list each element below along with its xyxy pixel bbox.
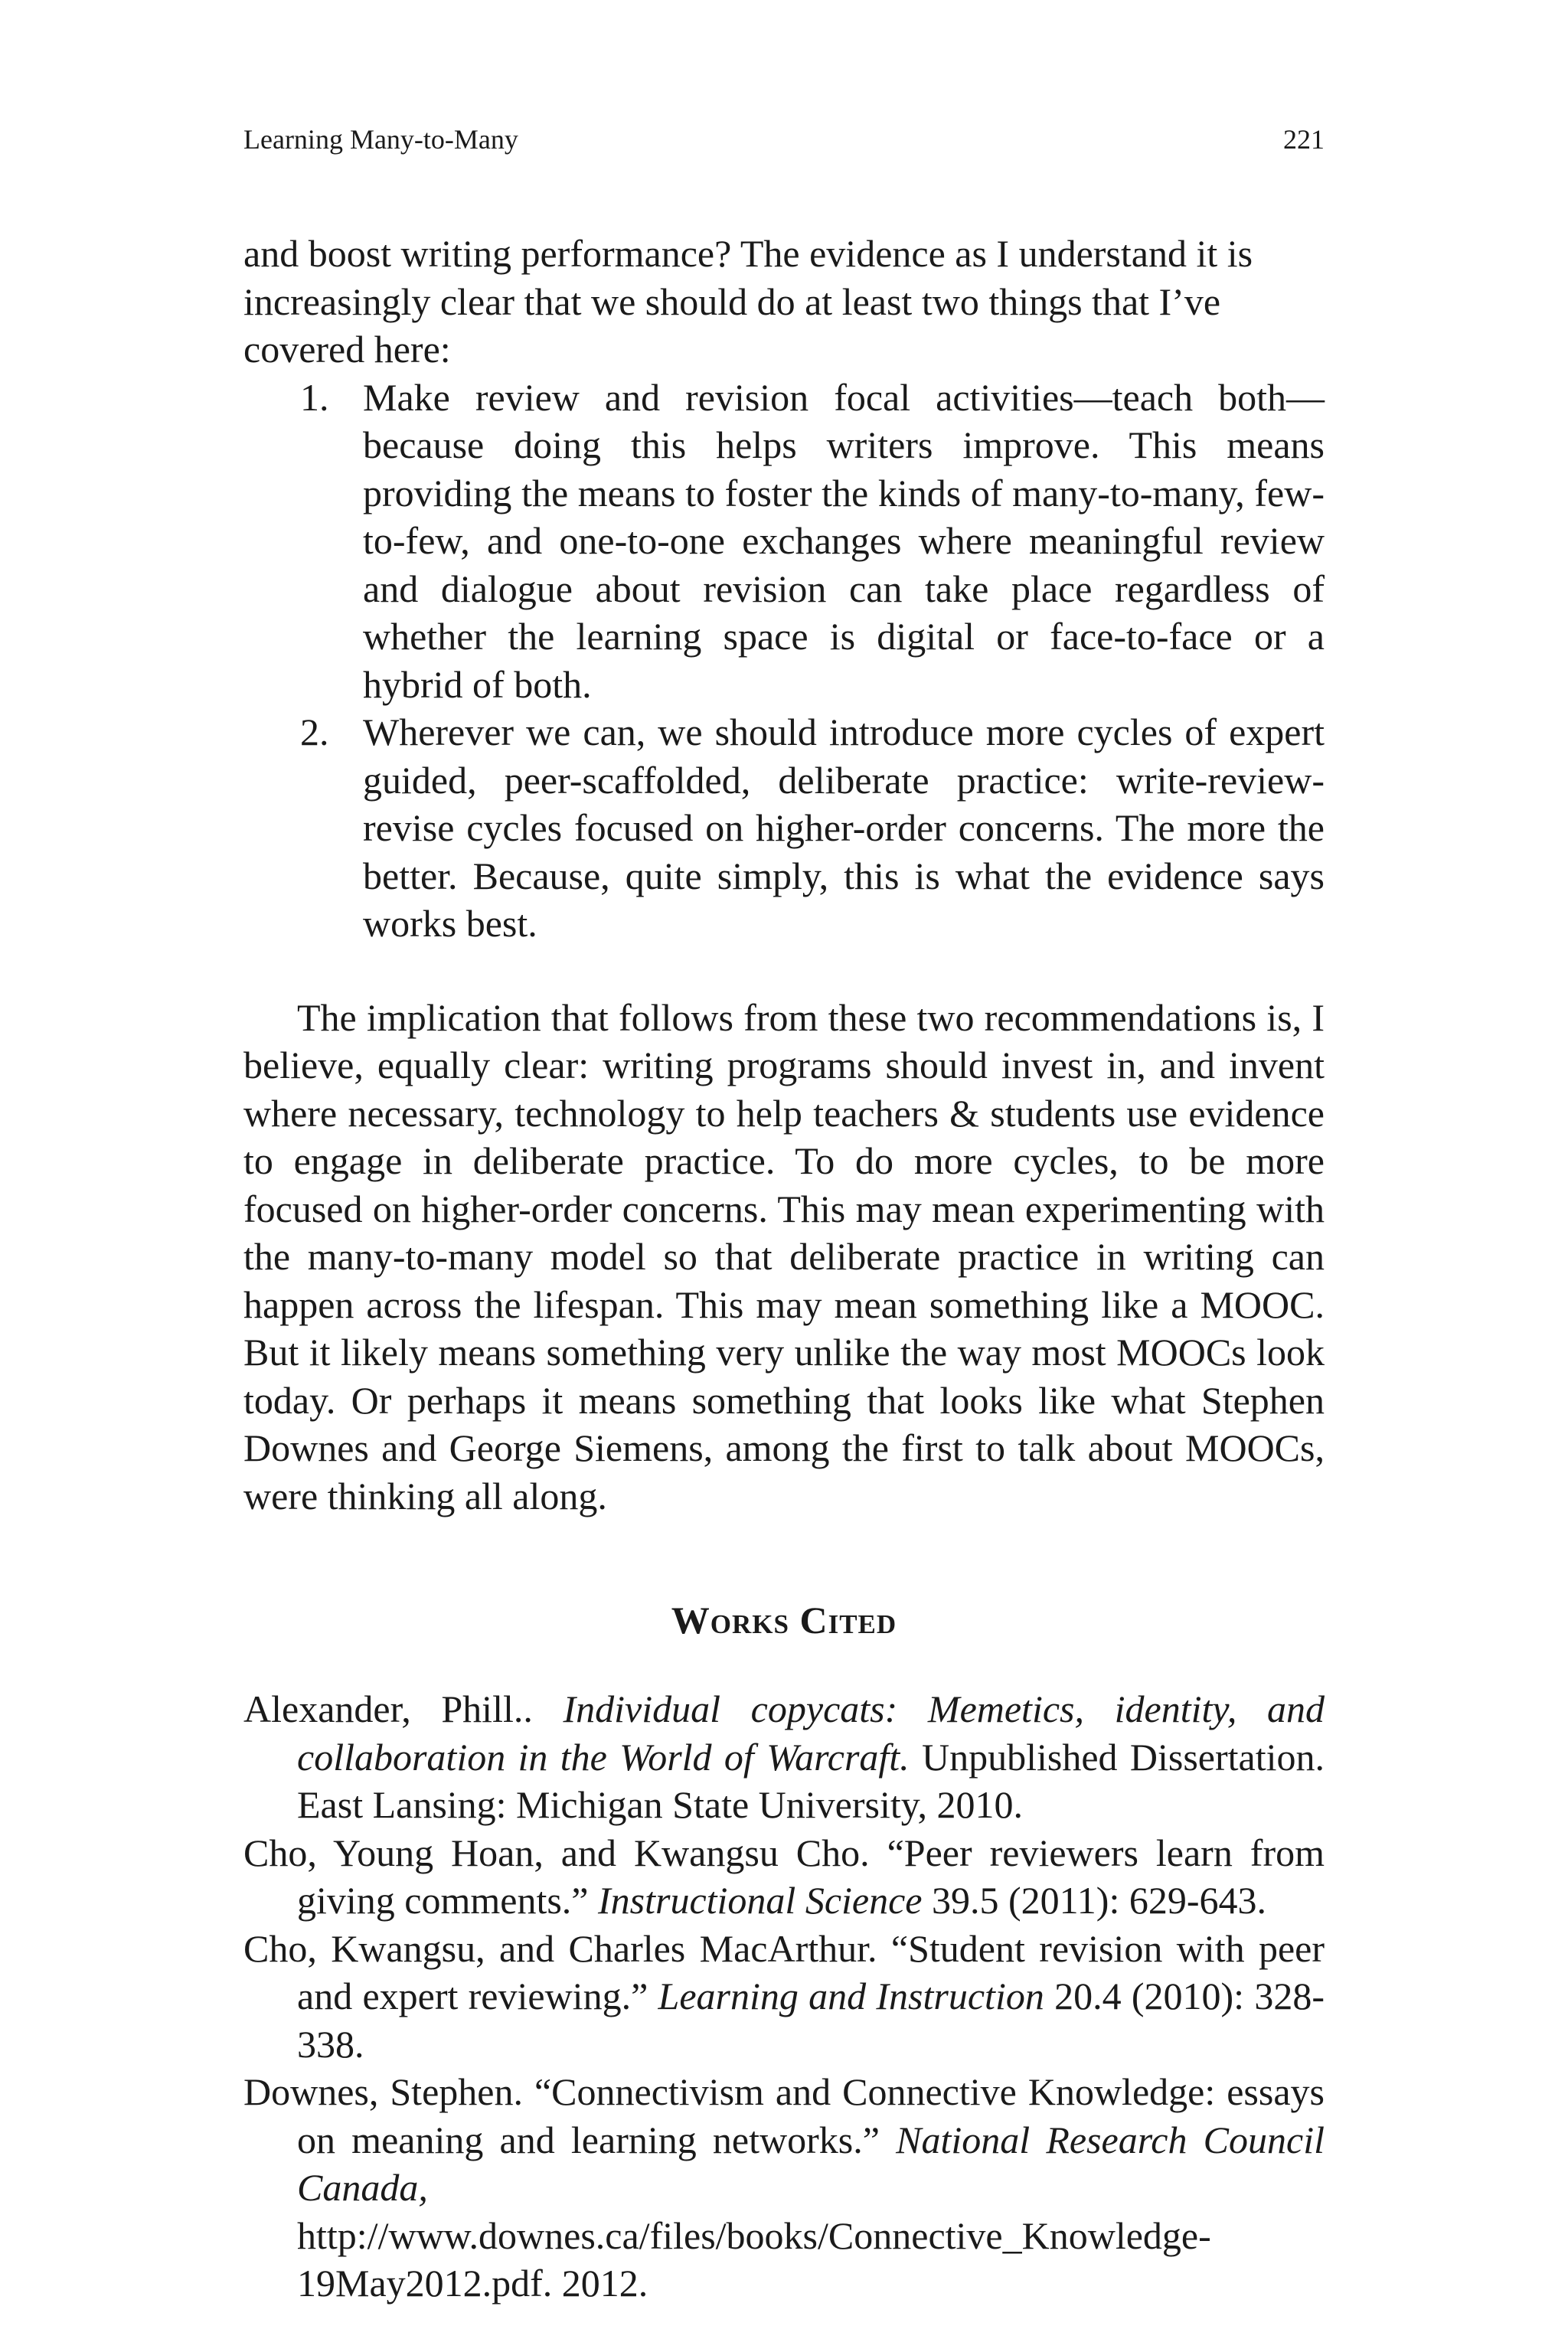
citation-details: http://www.downes.ca/files/books/Connective_Knowledge-19May2012.pdf. 2012. — [297, 2213, 1211, 2305]
citation-entry — [243, 2068, 1325, 2308]
running-head — [243, 122, 1325, 162]
running-title: Learning Many-to-Many — [243, 124, 518, 155]
works-cited-list — [243, 1685, 1325, 2308]
citation-authors: Alexander, Phill.. — [243, 1687, 564, 1730]
citation-entry — [243, 1829, 1325, 1925]
book-page — [243, 122, 1325, 2308]
citation-title: Learning and Instruction — [658, 1975, 1044, 2017]
citation-entry — [243, 1925, 1325, 2069]
citation-title: Individual copycats: Memetics, identity, and collaboration in the World of Warcraft. — [297, 1687, 1325, 1779]
intro-paragraph: and boost writing performance? The evidence as I understand it is increasingly clear that we should do at least two things that I’ve covered here: — [243, 232, 1253, 371]
list-item-text: Wherever we can, we should introduce more cycles of expert guided, peer-scaffolded, deliberate practice: write-review-revise cycles focused on higher-order concerns. The more the better. Because, quite simply, this is what the evidence says works best. — [363, 710, 1325, 945]
page-number: 221 — [1283, 124, 1325, 155]
citation-entry — [243, 1685, 1325, 1829]
recommendation-list — [243, 374, 1325, 948]
citation-details: Unpublished Dissertation. East Lansing: Michigan State University, 2010. — [297, 1735, 1325, 1826]
body-paragraph: The implication that follows from these two recommendations is, I believe, equally clear: writing programs should invest in, and invent where necessary, technology to help teachers & students use evidence to engage in deliberate practice. To do more cycles, to be more focused on higher-order concerns. This may mean experimenting with the many-to-many model so that deliberate practice in writing can happen across the lifespan. This may mean something like a MOOC. But it likely means something very unlike the way most MOOCs look today. Or perhaps it means something that looks like what Stephen Downes and George Siemens, among the first to talk about MOOCs, were thinking all along. — [243, 995, 1325, 1517]
citation-authors: Downes, Stephen. “Connectivism and Connective Knowledge: essays on meaning and learning networks.” — [243, 2070, 1325, 2161]
citation-details: 20.4 (2010): 328-338. — [297, 1975, 1325, 2066]
citation-authors: Cho, Kwangsu, and Charles MacArthur. “Student revision with peer and expert reviewing.” — [243, 1926, 1325, 2017]
list-item — [300, 708, 1325, 948]
works-cited-heading: Works Cited — [671, 1599, 897, 1642]
citation-title: Instructional Science — [598, 1879, 923, 1922]
citation-title: National Research Council Canada, — [297, 2118, 1325, 2209]
list-item-text: Make review and revision focal activities—teach both—because doing this helps writers improve. This means providing the means to foster the kinds of many-to-many, few-to-few, and one-to-one exchanges where meaningful review and dialogue about revision can take place regardless of whether the learning space is digital or face-to-face or a hybrid of both. — [363, 375, 1325, 706]
list-item — [300, 374, 1325, 709]
citation-details: 39.5 (2011): 629-643. — [922, 1879, 1266, 1922]
list-item-number: 2. — [300, 710, 329, 753]
list-item-number: 1. — [300, 375, 329, 419]
citation-authors: Cho, Young Hoan, and Kwangsu Cho. “Peer reviewers learn from giving comments.” — [243, 1831, 1325, 1922]
